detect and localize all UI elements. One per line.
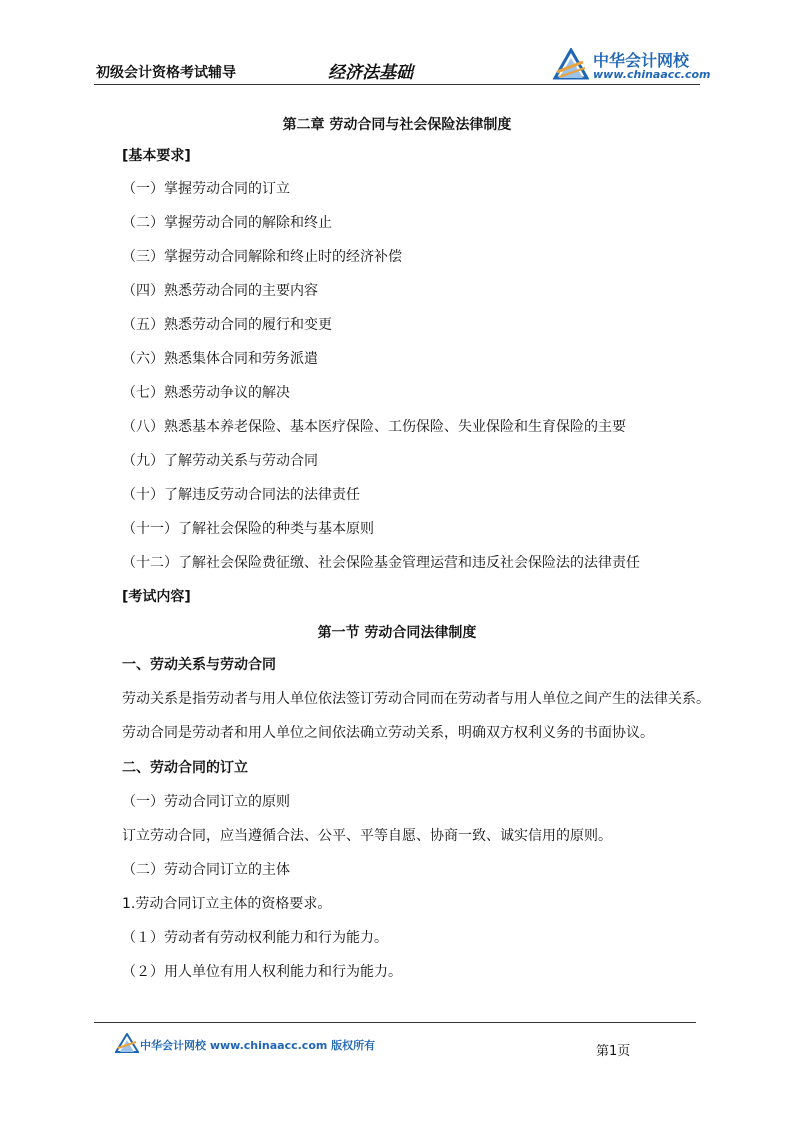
logo-triangle-icon xyxy=(553,48,589,80)
paragraph: 劳动关系是指劳动者与用人单位依法签订劳动合同而在劳动者与用人单位之间产生的法律关系。 xyxy=(122,691,710,707)
part2-heading: 二、劳动合同的订立 xyxy=(122,760,248,776)
page-number: 第1页 xyxy=(596,1044,631,1059)
footer-divider xyxy=(94,1022,696,1023)
header-divider xyxy=(94,84,700,85)
part1-heading: 一、劳动关系与劳动合同 xyxy=(122,657,276,673)
requirement-item: （十）了解违反劳动合同法的法律责任 xyxy=(122,487,360,503)
logo-name: 中华会计网校 xyxy=(593,51,690,70)
requirement-item: （六）熟悉集体合同和劳务派遣 xyxy=(122,351,318,367)
subheading: （二）劳动合同订立的主体 xyxy=(122,862,290,878)
requirement-item: （九）了解劳动关系与劳动合同 xyxy=(122,453,318,469)
footer-logo-icon xyxy=(115,1033,139,1053)
chapter-title: 第二章 劳动合同与社会保险法律制度 xyxy=(282,117,512,133)
list-item: 1.劳动合同订立主体的资格要求。 xyxy=(122,896,332,912)
section-title: 第一节 劳动合同法律制度 xyxy=(317,625,477,641)
requirement-item: （二）掌握劳动合同的解除和终止 xyxy=(122,215,332,231)
requirement-item: （一）掌握劳动合同的订立 xyxy=(122,181,290,197)
header-subject-title: 经济法基础 xyxy=(328,63,413,83)
list-item: （２）用人单位有用人权利能力和行为能力。 xyxy=(122,964,402,980)
header-course-name: 初级会计资格考试辅导 xyxy=(96,65,236,81)
requirement-item: （七）熟悉劳动争议的解决 xyxy=(122,385,290,401)
list-item: （１）劳动者有劳动权利能力和行为能力。 xyxy=(122,930,388,946)
logo-url: www.chinaacc.com xyxy=(593,68,711,81)
requirement-item: （五）熟悉劳动合同的履行和变更 xyxy=(122,317,332,333)
subheading: （一）劳动合同订立的原则 xyxy=(122,794,290,810)
footer-copyright: 中华会计网校 www.chinaacc.com 版权所有 xyxy=(140,1039,376,1052)
requirement-item: （十二）了解社会保险费征缴、社会保险基金管理运营和违反社会保险法的法律责任 xyxy=(122,555,640,571)
brand-logo[interactable] xyxy=(553,46,711,86)
basic-requirements-heading: [基本要求] xyxy=(122,148,191,164)
requirement-item: （八）熟悉基本养老保险、基本医疗保险、工伤保险、失业保险和生育保险的主要 xyxy=(122,419,626,435)
paragraph: 订立劳动合同，应当遵循合法、公平、平等自愿、协商一致、诚实信用的原则。 xyxy=(122,828,612,844)
requirement-item: （十一）了解社会保险的种类与基本原则 xyxy=(122,521,374,537)
requirement-item: （三）掌握劳动合同解除和终止时的经济补偿 xyxy=(122,249,402,265)
requirement-item: （四）熟悉劳动合同的主要内容 xyxy=(122,283,318,299)
exam-content-heading: [考试内容] xyxy=(122,589,191,605)
paragraph: 劳动合同是劳动者和用人单位之间依法确立劳动关系，明确双方权利义务的书面协议。 xyxy=(122,725,654,741)
